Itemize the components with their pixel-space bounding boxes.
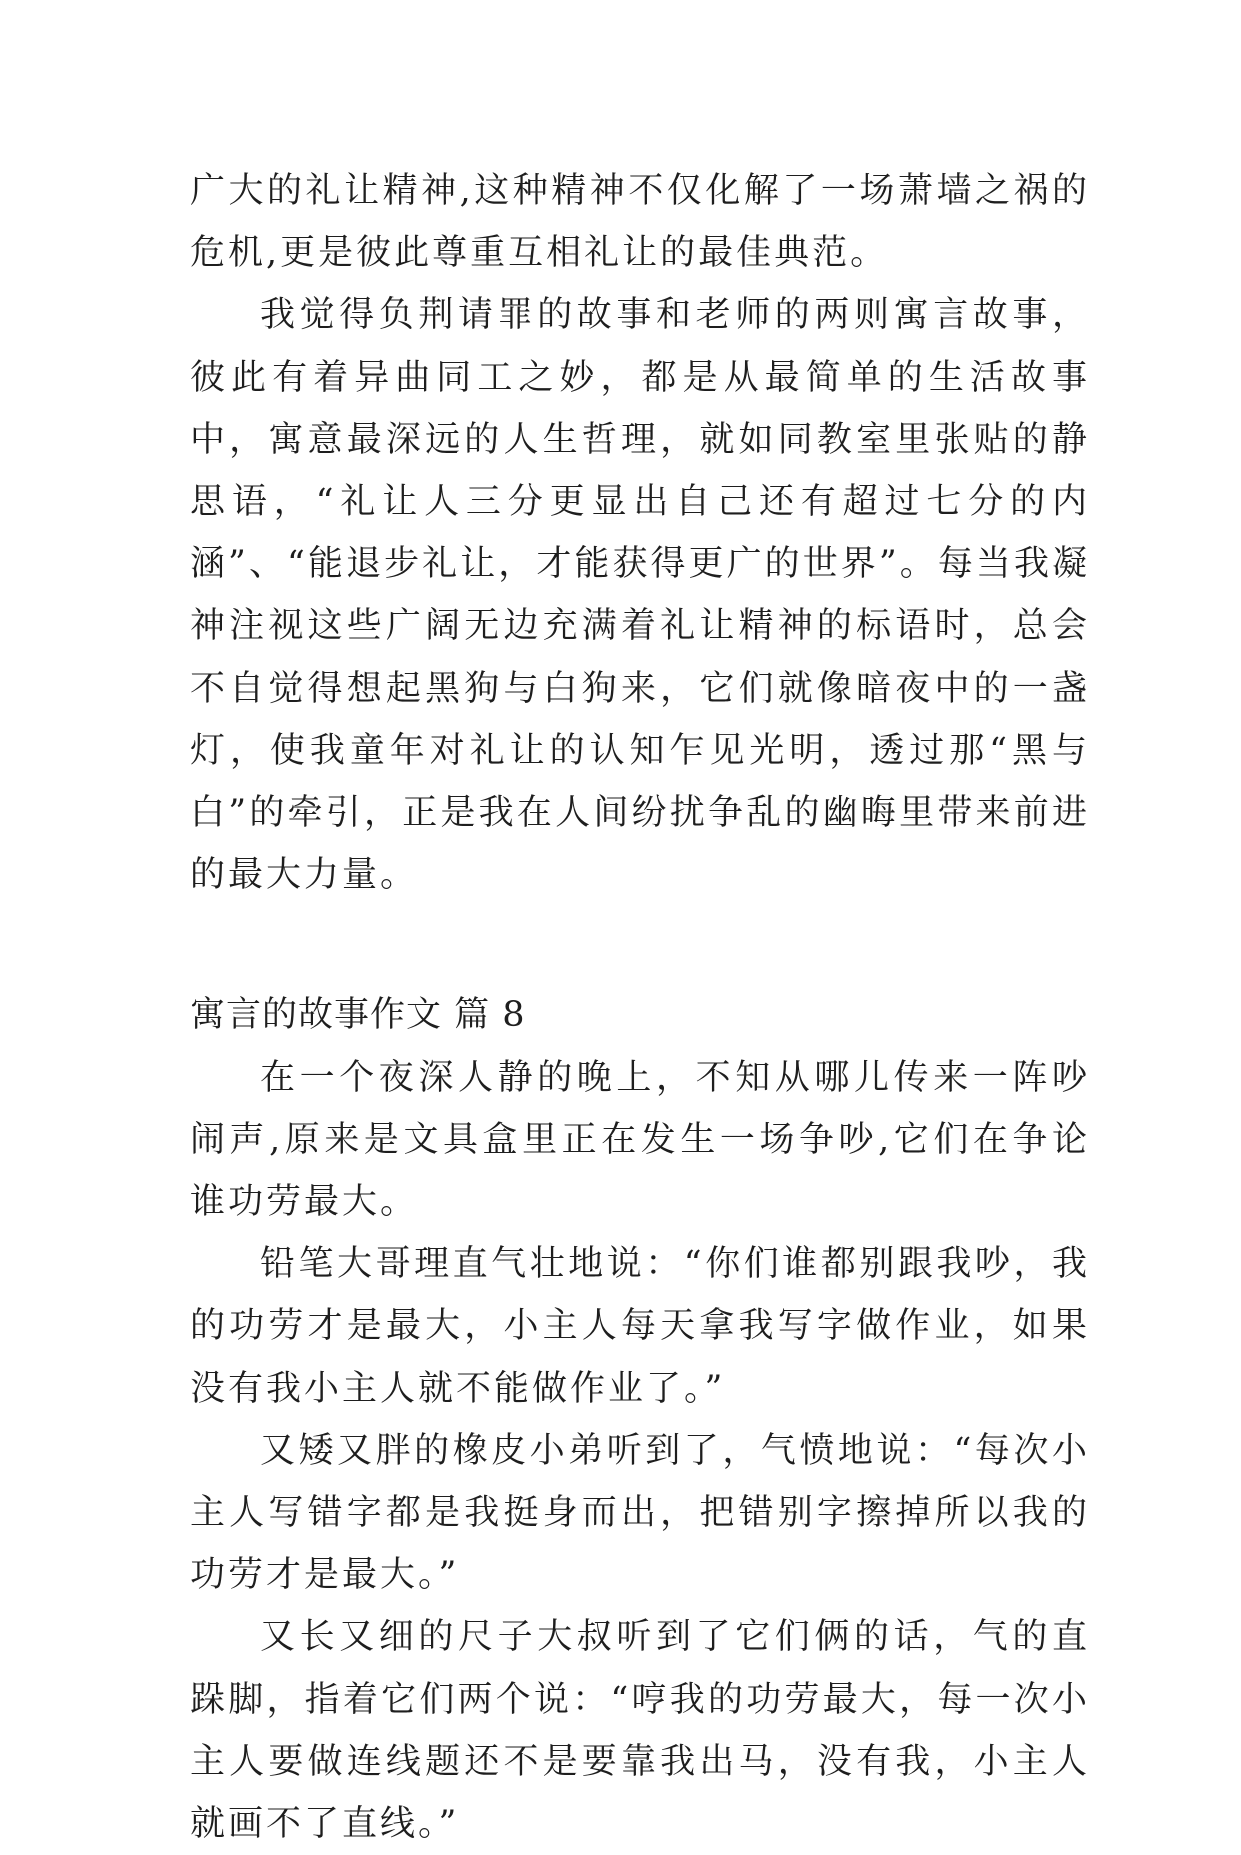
paragraph: 铅笔大哥理直气壮地说：“你们谁都别跟我吵，我的功劳才是最大，小主人每天拿我写字做作业，如果没有我小主人就不能做作业了。” bbox=[190, 1244, 1090, 1409]
section-title: 寓言的故事作文 篇 8 bbox=[190, 995, 526, 1036]
paragraph: 又矮又胖的橡皮小弟听到了，气愤地说：“每次小主人写错字都是我挺身而出，把错别字擦掉所以我的功劳才是最大。” bbox=[190, 1430, 1090, 1596]
paragraph: 广大的礼让精神,这种精神不仅化解了一场萧墙之祸的危机,更是彼此尊重互相礼让的最佳典范。 bbox=[190, 171, 1090, 274]
paragraph: 在一个夜深人静的晚上，不知从哪儿传来一阵吵闹声,原来是文具盒里正在发生一场争吵,它们在争论谁功劳最大。 bbox=[190, 1057, 1090, 1223]
document-body bbox=[190, 160, 1090, 1855]
paragraph: 我觉得负荆请罪的故事和老师的两则寓言故事，彼此有着异曲同工之妙，都是从最简单的生活故事中，寓意最深远的人生哲理，就如同教室里张贴的静思语，“礼让人三分更显出自己还有超过七分的内涵”、“能退步礼让，才能获得更广的世界”。每当我凝神注视这些广阔无边充满着礼让精神的标语时，总会不自觉得想起黑狗与白狗来，它们就像暗夜中的一盏灯，使我童年对礼让的认知乍见光明，透过那“黑与白”的牵引，正是我在人间纷扰争乱的幽晦里带来前进的最大力量。 bbox=[190, 295, 1090, 896]
paragraph: 又长又细的尺子大叔听到了它们俩的话，气的直跺脚，指着它们两个说：“哼我的功劳最大，每一次小主人要做连线题还不是要靠我出马，没有我，小主人就画不了直线。” bbox=[190, 1617, 1090, 1845]
